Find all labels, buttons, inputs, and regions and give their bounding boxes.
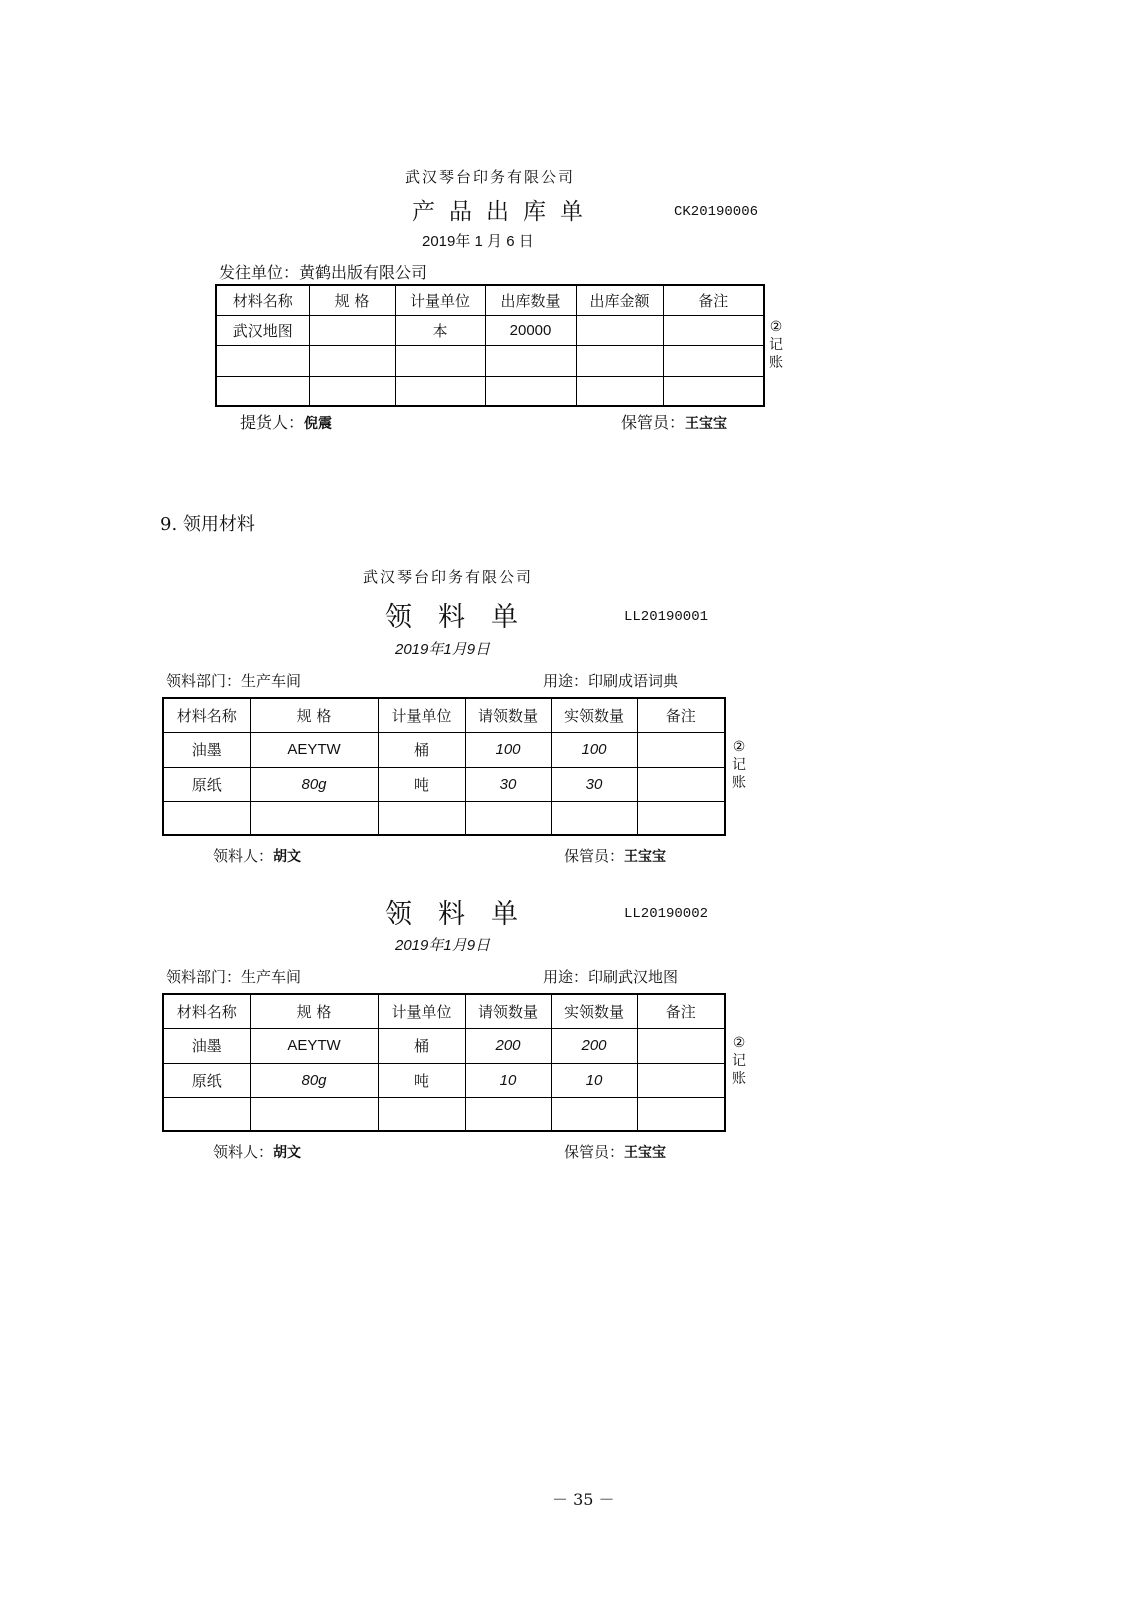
form1-header-cell: 规 格: [309, 285, 395, 315]
table-cell: [485, 345, 576, 376]
table-cell: 30: [465, 767, 551, 801]
form1-destination-label: 发往单位：: [219, 263, 300, 282]
table-cell: [576, 345, 663, 376]
form3-purpose-label: 用途：: [543, 968, 589, 986]
form3-receiver-signature: 胡文: [273, 1145, 302, 1161]
table-cell: [663, 376, 764, 406]
form3-receiver-label: 领料人：: [213, 1143, 274, 1161]
table-row: [163, 1097, 725, 1131]
form3-header-row: [163, 994, 725, 1028]
table-cell: 油墨: [163, 732, 250, 767]
form2-code: LL20190001: [624, 609, 709, 625]
table-cell: 吨: [378, 767, 465, 801]
form2-receiver-signature: 胡文: [273, 849, 302, 865]
table-cell: [637, 1097, 725, 1131]
form3-title: 领料单: [385, 899, 544, 930]
table-cell: 原纸: [163, 767, 250, 801]
table-cell: 10: [465, 1063, 551, 1097]
page-number: － 35 －: [552, 1490, 615, 1509]
form3-keeper-label: 保管员：: [564, 1143, 625, 1161]
table-cell: [576, 376, 663, 406]
side-note-char: 账: [769, 355, 783, 371]
form3-purpose: 印刷武汉地图: [588, 968, 679, 986]
table-cell: [309, 315, 395, 345]
table-cell: [163, 1097, 250, 1131]
table-cell: [551, 1097, 637, 1131]
form3-header-cell: 备注: [637, 994, 725, 1028]
form2-dept-label: 领料部门：: [166, 672, 242, 690]
form1-date: 2019年 1 月 6 日: [422, 233, 534, 250]
form2-side-note: [729, 738, 749, 792]
table-cell: [250, 1097, 378, 1131]
form1-header-cell: 计量单位: [395, 285, 485, 315]
form3-code: LL20190002: [624, 906, 709, 922]
table-row: [163, 767, 725, 801]
form1-destination: 黄鹤出版有限公司: [299, 263, 428, 282]
form3-keeper-signature: 王宝宝: [624, 1145, 667, 1161]
form3-purpose-line: [543, 966, 678, 987]
table-row: [163, 801, 725, 835]
table-cell: 10: [551, 1063, 637, 1097]
form3-table: [162, 993, 726, 1132]
table-cell: [309, 345, 395, 376]
form3-dept: 生产车间: [241, 968, 302, 986]
form1-keeper-line: [621, 410, 727, 433]
table-cell: [395, 376, 485, 406]
form3-header-cell: 材料名称: [163, 994, 250, 1028]
table-cell: 30: [551, 767, 637, 801]
form2-dept: 生产车间: [241, 672, 302, 690]
form2-company: 武汉琴台印务有限公司: [363, 568, 534, 586]
form1-header-cell: 出库金额: [576, 285, 663, 315]
form1-side-note: [766, 318, 786, 372]
form2-dept-line: [166, 670, 301, 691]
form2-purpose-label: 用途：: [543, 672, 589, 690]
side-note-char: 账: [732, 1071, 746, 1087]
table-cell: [465, 1097, 551, 1131]
form1-picker-label: 提货人：: [240, 413, 305, 432]
table-cell: [551, 801, 637, 835]
table-cell: [378, 1097, 465, 1131]
form3-header-cell: 计量单位: [378, 994, 465, 1028]
table-cell: [216, 376, 309, 406]
side-note-char: ②: [769, 319, 783, 335]
table-row: [163, 1063, 725, 1097]
table-cell: [663, 315, 764, 345]
form2-header-cell: 材料名称: [163, 698, 250, 732]
table-cell: 100: [465, 732, 551, 767]
form2-table: [162, 697, 726, 836]
form1-header-cell: 材料名称: [216, 285, 309, 315]
side-note-char: 记: [732, 757, 746, 773]
table-cell: [663, 345, 764, 376]
side-note-char: ②: [732, 739, 746, 755]
table-cell: 武汉地图: [216, 315, 309, 345]
form3-dept-line: [166, 966, 301, 987]
table-cell: [637, 732, 725, 767]
table-row: [163, 1028, 725, 1063]
form2-header-row: [163, 698, 725, 732]
form1-header-row: [216, 285, 764, 315]
side-note-char: 账: [732, 775, 746, 791]
form2-purpose-line: [543, 670, 678, 691]
form2-header-cell: 规 格: [250, 698, 378, 732]
table-cell: [163, 801, 250, 835]
form1-picker-line: [240, 410, 332, 433]
table-cell: 100: [551, 732, 637, 767]
form3-header-cell: 规 格: [250, 994, 378, 1028]
table-cell: [378, 801, 465, 835]
table-row: [216, 376, 764, 406]
table-cell: 桶: [378, 732, 465, 767]
table-cell: [576, 315, 663, 345]
table-cell: 桶: [378, 1028, 465, 1063]
form1-header-cell: 出库数量: [485, 285, 576, 315]
form1-header-cell: 备注: [663, 285, 764, 315]
form2-header-cell: 计量单位: [378, 698, 465, 732]
side-note-char: ②: [732, 1035, 746, 1051]
table-cell: 油墨: [163, 1028, 250, 1063]
form2-keeper-signature: 王宝宝: [624, 849, 667, 865]
table-cell: [216, 345, 309, 376]
table-cell: [465, 801, 551, 835]
table-cell: 本: [395, 315, 485, 345]
table-row: [216, 315, 764, 345]
form3-receiver-line: [213, 1141, 301, 1162]
side-note-char: 记: [732, 1053, 746, 1069]
table-cell: AEYTW: [250, 1028, 378, 1063]
table-cell: 200: [551, 1028, 637, 1063]
form3-header-cell: 实领数量: [551, 994, 637, 1028]
table-cell: 80g: [250, 1063, 378, 1097]
table-cell: 80g: [250, 767, 378, 801]
form1-keeper-signature: 王宝宝: [685, 416, 728, 432]
table-cell: [309, 376, 395, 406]
table-cell: [637, 1028, 725, 1063]
table-cell: [637, 1063, 725, 1097]
form1-company: 武汉琴台印务有限公司: [405, 168, 576, 186]
form1-keeper-label: 保管员：: [621, 413, 686, 432]
form2-keeper-label: 保管员：: [564, 847, 625, 865]
form1-table: [215, 284, 765, 407]
table-cell: [637, 801, 725, 835]
table-cell: [637, 767, 725, 801]
table-cell: [250, 801, 378, 835]
form3-side-note: [729, 1034, 749, 1088]
table-cell: [485, 376, 576, 406]
form3-header-cell: 请领数量: [465, 994, 551, 1028]
table-cell: 20000: [485, 315, 576, 345]
table-cell: AEYTW: [250, 732, 378, 767]
form2-title: 领料单: [385, 602, 544, 633]
form3-keeper-line: [564, 1141, 666, 1162]
form3-date: 2019年1月9日: [395, 937, 491, 954]
table-cell: 200: [465, 1028, 551, 1063]
table-cell: [395, 345, 485, 376]
table-cell: 原纸: [163, 1063, 250, 1097]
form1-destination-line: [219, 260, 427, 283]
form2-purpose: 印刷成语词典: [588, 672, 679, 690]
section-title: 9. 领用材料: [160, 514, 255, 535]
table-cell: 吨: [378, 1063, 465, 1097]
form2-header-cell: 备注: [637, 698, 725, 732]
side-note-char: 记: [769, 337, 783, 353]
form2-receiver-line: [213, 845, 301, 866]
form1-picker-signature: 倪震: [304, 416, 333, 432]
form2-keeper-line: [564, 845, 666, 866]
form2-receiver-label: 领料人：: [213, 847, 274, 865]
form3-dept-label: 领料部门：: [166, 968, 242, 986]
table-row: [163, 732, 725, 767]
form1-title: 产品出库单: [412, 199, 597, 225]
form2-header-cell: 实领数量: [551, 698, 637, 732]
form2-date: 2019年1月9日: [395, 641, 491, 658]
table-row: [216, 345, 764, 376]
form1-code: CK20190006: [674, 204, 759, 220]
form2-header-cell: 请领数量: [465, 698, 551, 732]
